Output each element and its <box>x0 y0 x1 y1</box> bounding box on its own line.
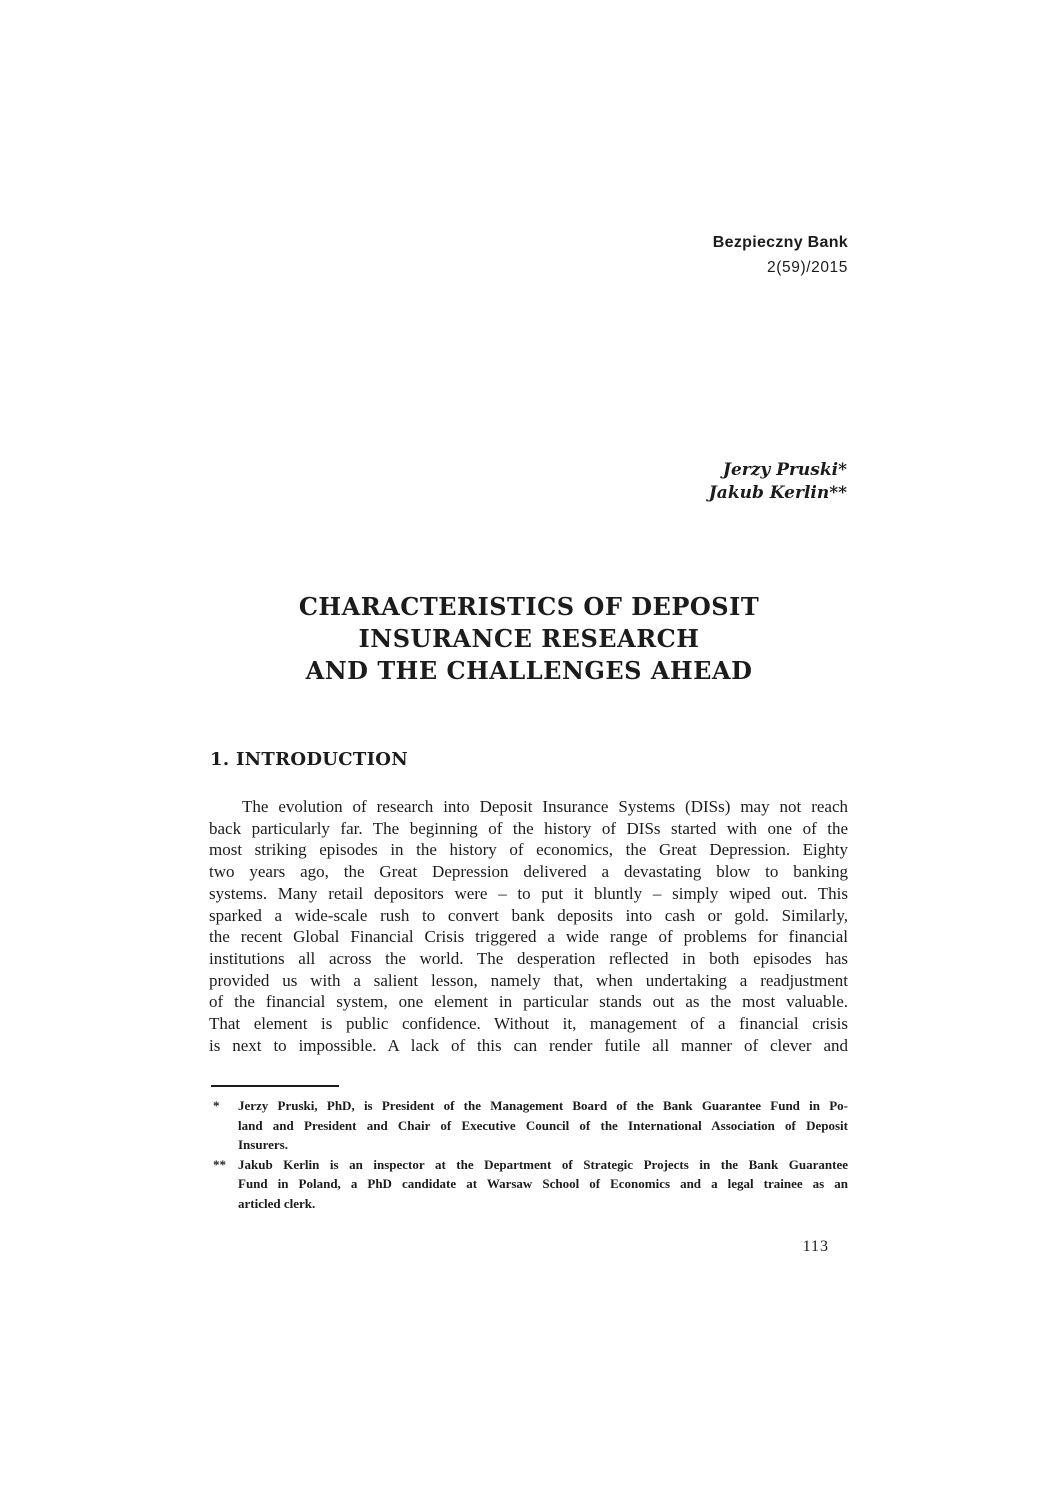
article-title <box>210 591 848 687</box>
footnote-1-marker: * <box>213 1098 220 1113</box>
footnote-line: Jakub Kerlin is an inspector at the Department of Strategic Projects in the Bank Guarantee <box>238 1156 848 1172</box>
body-line: sparked a wide-scale rush to convert bank deposits into cash or gold. Similarly, <box>209 905 848 925</box>
body-line: is next to impossible. A lack of this can render futile all manner of clever and <box>209 1035 848 1055</box>
footnote-1 <box>211 1096 848 1155</box>
body-line: of the financial system, one element in particular stands out as the most valuable. <box>209 992 848 1012</box>
page-number: 113 <box>802 1238 829 1255</box>
journal-header <box>713 234 848 277</box>
article-title-line-2: INSURANCE RESEARCH <box>358 624 700 653</box>
footnote-line: articled clerk. <box>238 1195 316 1211</box>
journal-name: Bezpieczny Bank <box>712 234 848 251</box>
footnote-line: land and President and Chair of Executive Council of the International Association of Deposit <box>238 1117 848 1133</box>
body-line: most striking episodes in the history of economics, the Great Depression. Eighty <box>209 840 848 860</box>
footnote-separator-rule <box>211 1085 339 1087</box>
section-heading-introduction: 1. INTRODUCTION <box>210 749 409 770</box>
footnote-line: Insurers. <box>238 1137 288 1153</box>
body-line: institutions all across the world. The desperation reflected in both episodes has <box>209 948 848 968</box>
body-line: The evolution of research into Deposit Insurance Systems (DISs) may not reach <box>242 797 848 816</box>
footnote-2-marker: ** <box>213 1156 226 1172</box>
body-line: systems. Many retail depositors were – to put it bluntly – simply wiped out. This <box>209 883 848 903</box>
authors-block <box>709 459 847 505</box>
footnote-2 <box>211 1155 848 1214</box>
article-title-line-1: CHARACTERISTICS OF DEPOSIT <box>298 592 760 621</box>
footnote-line: Jerzy Pruski, PhD, is President of the Management Board of the Bank Guarantee Fund in Po- <box>238 1098 848 1113</box>
article-title-line-3: AND THE CHALLENGES AHEAD <box>305 656 753 685</box>
footnote-line: Fund in Poland, a PhD candidate at Warsaw School of Economics and a legal trainee as an <box>238 1176 848 1192</box>
body-line: provided us with a salient lesson, namely that, when undertaking a readjustment <box>209 970 848 990</box>
journal-issue: 2(59)/2015 <box>767 259 848 276</box>
body-line: two years ago, the Great Depression delivered a devastating blow to banking <box>209 862 848 882</box>
body-line: back particularly far. The beginning of the history of DISs started with one of the <box>209 818 848 838</box>
body-line: That element is public confidence. Without it, management of a financial crisis <box>209 1014 848 1034</box>
author-name-1: Jerzy Pruski* <box>722 460 847 480</box>
body-line: the recent Global Financial Crisis triggered a wide range of problems for financial <box>209 927 848 947</box>
footnotes-block <box>211 1096 848 1214</box>
author-name-2: Jakub Kerlin** <box>708 483 847 503</box>
introduction-paragraph <box>209 796 848 1056</box>
